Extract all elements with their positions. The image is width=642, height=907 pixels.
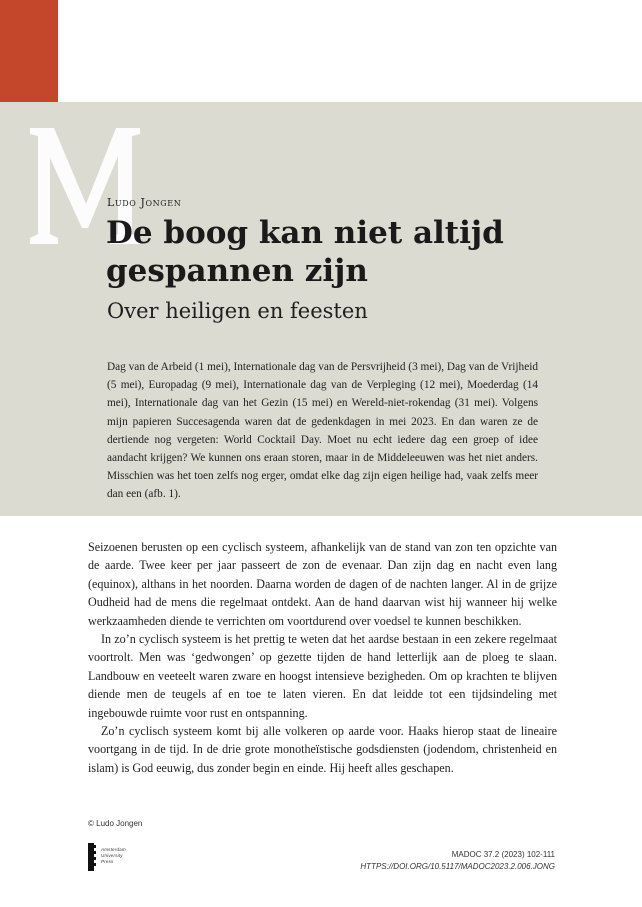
paragraph: Zo’n cyclisch systeem komt bij alle volkeren op aarde voor. Haaks hierop staat de lineaire voortgang in de tijd. In de drie grote monotheïstische godsdiensten (jodendom, christenheid en islam) is God eeuwig, dus zonder begin en einde. Hij heeft alles geschapen. [88, 724, 557, 775]
paragraph: Seizoenen berusten op een cyclisch systeem, afhankelijk van de stand van zon ten opzichte van de aarde. Twee keer per jaar passeert de zon de evenaar. Dan zijn dag en nacht even lang (equinox), althans in het noorden. Daarna worden de dagen of de nachten langer. Al in de grijze Oudheid had de mens die regelmaat ontdekt. Aan de hand daarvan wist hij wanneer hij welke werkzaamheden diende te verrichten om voortdurend over voedsel te kunnen beschikken. [88, 540, 557, 628]
article-title: De boog kan niet altijd gespannen zijn [106, 215, 504, 289]
publisher-mark-icon [88, 843, 96, 871]
publisher-name: Amsterdam University Press [101, 847, 126, 864]
doi-link[interactable]: HTTPS://DOI.ORG/10.5117/MADOC2023.2.006.JONG [360, 862, 555, 871]
body-text [88, 538, 557, 777]
abstract: Dag van de Arbeid (1 mei), Internationale dag van de Persvrijheid (3 mei), Dag van de Vrijheid (5 mei), Europadag (9 mei), Internationale dag van de Verpleging (12 mei), Moederdag (14 mei), Internationale dag van het Gezin (15 mei) en Wereld-niet-rokendag (31 mei). Volgens mijn papieren Succesagenda waren dat de gedenkdagen in mei 2023. En dan waren ze de dertiende nog vergeten: World Cocktail Day. Moet nu echt iedere dag een groep of idee aandacht krijgen? We kunnen ons eraan storen, maar in de Middeleeuwen was het niet anders. Misschien was het toen zelfs nog erger, omdat elke dag zijn eigen heilige had, vaak zelfs meer dan een (afb. 1). [107, 361, 538, 501]
publisher-logo [88, 843, 168, 873]
accent-block [0, 0, 58, 102]
article-subtitle: Over heiligen en feesten [107, 299, 368, 323]
copyright: © Ludo Jongen [88, 819, 143, 828]
author-name: Ludo Jongen [107, 196, 182, 209]
paragraph: In zo’n cyclisch systeem is het prettig te weten dat het aardse bestaan in een zekere regelmaat voortrolt. Men was ‘gedwongen’ op gezette tijden de hand letterlijk aan de ploeg te slaan. Landbouw en veeteelt waren zware en hoogst intensieve bezigheden. Om op krachten te blijven diende men de teugels af en toe te laten vieren. En dat leidde tot een tijdsindeling met ingebouwde ruimte voor rust en ontspanning. [88, 632, 557, 720]
journal-citation: MADOC 37.2 (2023) 102-111 [451, 850, 555, 859]
